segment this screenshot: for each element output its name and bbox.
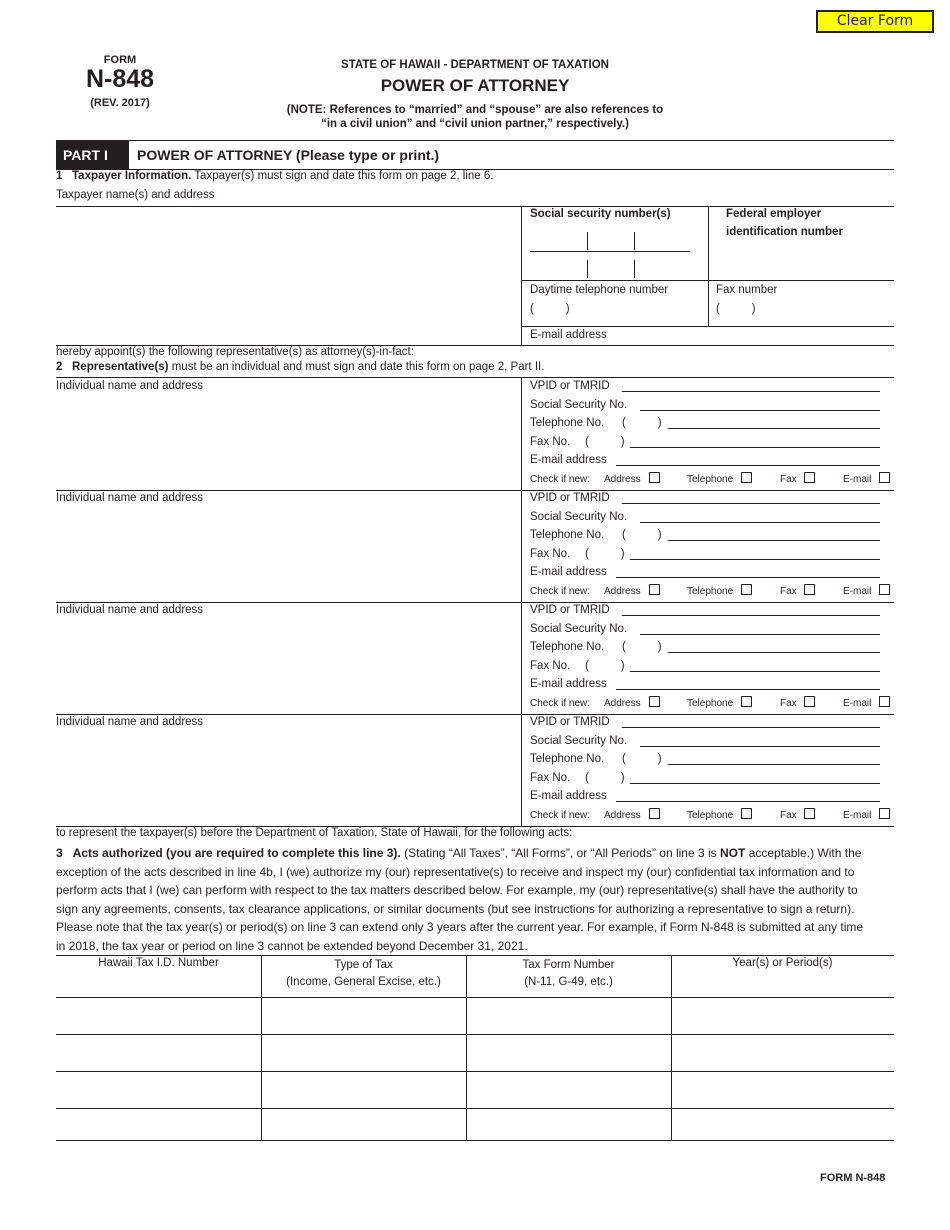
rep-opt-email-label: E-mail [843, 810, 872, 821]
line3-line-4: sign any agreements, consents, tax clearance applications, or similar documents (but see instructions for authorizing a representative to sign a return). [56, 901, 855, 916]
rep-2-name-address-field[interactable] [56, 508, 521, 600]
col-tax-id-header: Hawaii Tax I.D. Number [98, 957, 219, 969]
rep-ssn-label: Social Security No. [530, 511, 628, 523]
rep-4-email-field[interactable] [616, 801, 880, 802]
rep-1-ssn-field[interactable] [640, 410, 880, 411]
line2-heading: Representative(s) [72, 361, 169, 373]
fein-label-1: Federal employer [726, 208, 822, 220]
rep-1-telephone-field[interactable] [668, 428, 880, 429]
acts-row-4-type-of-tax-field[interactable] [263, 1110, 464, 1140]
daytime-phone-label: Daytime telephone number [530, 284, 669, 296]
rep-opt-telephone-label: Telephone [687, 698, 734, 709]
acts-row-1-tax-id-field[interactable] [58, 999, 259, 1033]
taxpayer-name-address-field[interactable] [56, 207, 521, 345]
acts-row-3-form-number-field[interactable] [468, 1073, 669, 1107]
col-type-of-tax-title: Type of Tax [334, 959, 393, 971]
rep-vpid-label: VPID or TMRID [530, 716, 610, 728]
col-type-of-tax-header [261, 957, 466, 991]
rep-ssn-label: Social Security No. [530, 623, 628, 635]
acts-row-3-type-of-tax-field[interactable] [263, 1073, 464, 1107]
rep-email-label: E-mail address [530, 454, 607, 466]
rep-3-address-checkbox[interactable] [649, 696, 660, 707]
rep-4-ssn-field[interactable] [640, 746, 880, 747]
rep-name-label: Individual name and address [56, 492, 204, 504]
rep-vpid-label: VPID or TMRID [530, 492, 610, 504]
line3-line-2: exception of the acts described in line 4b, I (we) authorize my (our) representative(s) to receive and inspect my (our) confidential tax information and to [56, 864, 855, 879]
fax-number-label: Fax number [716, 284, 778, 296]
rep-1-fax-field[interactable] [630, 447, 880, 448]
rep-fax-label: Fax No. [530, 660, 571, 672]
rep-fax-label: Fax No. [530, 436, 571, 448]
rep-2-telephone-field[interactable] [668, 540, 880, 541]
fein-label-2: identification number [726, 226, 843, 238]
rep-opt-telephone-label: Telephone [687, 810, 734, 821]
rep-email-label: E-mail address [530, 566, 607, 578]
rep-email-label: E-mail address [530, 790, 607, 802]
rep-telephone-paren: ( ) [622, 529, 662, 541]
part1-title: POWER OF ATTORNEY (Please type or print.) [137, 147, 440, 163]
rep-opt-address-label: Address [604, 698, 641, 709]
rep-4-fax-field[interactable] [630, 783, 880, 784]
agency-name: STATE OF HAWAII - DEPARTMENT OF TAXATION [341, 59, 609, 71]
appoint-text: hereby appoint(s) the following representative(s) as attorney(s)-in-fact: [56, 346, 414, 358]
rep-1-vpid-field[interactable] [622, 391, 880, 392]
line3-line-5: Please note that the tax year(s) or period(s) on line 3 can extend only 3 years after the current year. For example, if Form N-848 is submitted at any time [56, 920, 864, 935]
rep-vpid-label: VPID or TMRID [530, 380, 610, 392]
line2-text: must be an individual and must sign and date this form on page 2, Part II. [171, 361, 545, 373]
rep-fax-paren: ( ) [585, 436, 625, 448]
represent-text: to represent the taxpayer(s) before the Department of Taxation, State of Hawaii, for the following acts: [56, 827, 573, 839]
rep-4-vpid-field[interactable] [622, 727, 880, 728]
col-years-header: Year(s) or Period(s) [732, 957, 833, 969]
rep-opt-fax-label: Fax [780, 474, 797, 485]
rep-opt-address-label: Address [604, 474, 641, 485]
acts-row-2-form-number-field[interactable] [468, 1036, 669, 1070]
acts-row-4-form-number-field[interactable] [468, 1110, 669, 1140]
rep-4-name-address-field[interactable] [56, 732, 521, 824]
rep-1-name-address-field[interactable] [56, 396, 521, 488]
rep-ssn-label: Social Security No. [530, 735, 628, 747]
taxpayer-name-label: Taxpayer name(s) and address [56, 189, 215, 201]
col-form-number-example: (N-11, G-49, etc.) [524, 976, 613, 988]
rep-3-telephone-checkbox[interactable] [741, 696, 752, 707]
col-form-number-header [466, 957, 671, 991]
rep-check-label: Check if new: [530, 586, 591, 597]
rep-2-email-checkbox[interactable] [879, 584, 890, 595]
rep-1-telephone-checkbox[interactable] [741, 472, 752, 483]
rep-2-ssn-field[interactable] [640, 522, 880, 523]
rep-3-fax-field[interactable] [630, 671, 880, 672]
rep-opt-telephone-label: Telephone [687, 474, 734, 485]
rep-2-telephone-checkbox[interactable] [741, 584, 752, 595]
line1-instruction [56, 170, 493, 182]
acts-row-1-type-of-tax-field[interactable] [263, 999, 464, 1033]
acts-row-2-years-field[interactable] [673, 1036, 892, 1070]
acts-row-3-tax-id-field[interactable] [58, 1073, 259, 1107]
rep-1-email-field[interactable] [616, 465, 880, 466]
rep-3-name-address-field[interactable] [56, 620, 521, 712]
footer-form-number: FORM N-848 [820, 1172, 886, 1184]
line2-instruction [56, 361, 544, 373]
acts-row-2-type-of-tax-field[interactable] [263, 1036, 464, 1070]
line3-text-a: (Stating “All Taxes”, “All Forms”, or “All Periods” on line 3 is [404, 846, 717, 860]
ssn-field-2[interactable] [530, 258, 690, 278]
line3-number: 3 [56, 846, 63, 860]
acts-row-1-years-field[interactable] [673, 999, 892, 1033]
rep-check-label: Check if new: [530, 698, 591, 709]
rep-fax-label: Fax No. [530, 548, 571, 560]
taxpayer-email-label: E-mail address [530, 329, 607, 341]
rep-name-label: Individual name and address [56, 380, 204, 392]
col-type-of-tax-example: (Income, General Excise, etc.) [286, 976, 441, 988]
acts-row-2-tax-id-field[interactable] [58, 1036, 259, 1070]
civil-union-note-1: (NOTE: References to “married” and “spouse” are also references to [286, 104, 664, 116]
rep-3-email-field[interactable] [616, 689, 880, 690]
acts-row-4-years-field[interactable] [673, 1110, 892, 1140]
rep-opt-email-label: E-mail [843, 586, 872, 597]
rep-opt-fax-label: Fax [780, 698, 797, 709]
fein-field[interactable] [710, 232, 894, 278]
ssn-field-1[interactable] [530, 232, 690, 252]
rep-telephone-label: Telephone No. [530, 753, 605, 765]
rep-2-vpid-field[interactable] [622, 503, 880, 504]
line1-number: 1 [56, 170, 63, 182]
rep-vpid-label: VPID or TMRID [530, 604, 610, 616]
line3-line-6: in 2018, the tax year or period on line 3 cannot be extended beyond December 31, 2021. [56, 938, 528, 953]
line3-line-3: perform acts that I (we) can perform with respect to the tax matters described below. For example, my (our) representative(s) shall have the authority to [56, 883, 858, 898]
rep-telephone-label: Telephone No. [530, 641, 605, 653]
col-form-number-title: Tax Form Number [522, 959, 615, 971]
civil-union-note-2: “in a civil union” and “civil union partner,” respectively.) [321, 118, 629, 130]
daytime-phone-field[interactable]: ( ) [530, 303, 570, 315]
rep-3-email-checkbox[interactable] [879, 696, 890, 707]
form-number: N-848 [85, 65, 155, 93]
rep-2-fax-field[interactable] [630, 559, 880, 560]
rep-4-fax-checkbox[interactable] [804, 808, 815, 819]
rep-telephone-label: Telephone No. [530, 529, 605, 541]
rep-2-email-field[interactable] [616, 577, 880, 578]
rep-4-address-checkbox[interactable] [649, 808, 660, 819]
rep-telephone-paren: ( ) [622, 641, 662, 653]
rep-opt-telephone-label: Telephone [687, 586, 734, 597]
rep-opt-email-label: E-mail [843, 474, 872, 485]
rep-1-email-checkbox[interactable] [879, 472, 890, 483]
rep-name-label: Individual name and address [56, 604, 204, 616]
part1-label: PART I [56, 141, 129, 169]
rep-3-fax-checkbox[interactable] [804, 696, 815, 707]
rep-name-label: Individual name and address [56, 716, 204, 728]
rep-fax-paren: ( ) [585, 772, 625, 784]
ssn-label: Social security number(s) [530, 208, 671, 220]
rep-telephone-paren: ( ) [622, 753, 662, 765]
line3-heading: Acts authorized (you are required to complete this line 3). [72, 846, 401, 860]
acts-row-1-form-number-field[interactable] [468, 999, 669, 1033]
rep-check-label: Check if new: [530, 474, 591, 485]
line1-text: Taxpayer(s) must sign and date this form on page 2, line 6. [194, 170, 494, 182]
rep-4-telephone-checkbox[interactable] [741, 808, 752, 819]
rep-4-telephone-field[interactable] [668, 764, 880, 765]
rep-4-email-checkbox[interactable] [879, 808, 890, 819]
rep-3-vpid-field[interactable] [622, 615, 880, 616]
rep-check-label: Check if new: [530, 810, 591, 821]
form-title: POWER OF ATTORNEY [380, 76, 570, 95]
taxpayer-email-field[interactable] [616, 327, 894, 345]
line3-instruction [56, 844, 896, 956]
rep-email-label: E-mail address [530, 678, 607, 690]
rep-opt-address-label: Address [604, 586, 641, 597]
rep-1-fax-checkbox[interactable] [804, 472, 815, 483]
line3-not: NOT [720, 846, 746, 860]
line3-text-b: acceptable.) With the [748, 846, 862, 860]
acts-row-4-tax-id-field[interactable] [58, 1110, 259, 1140]
rep-2-address-checkbox[interactable] [649, 584, 660, 595]
rep-fax-paren: ( ) [585, 548, 625, 560]
rep-opt-email-label: E-mail [843, 698, 872, 709]
line1-heading: Taxpayer Information. [72, 170, 192, 182]
rep-opt-fax-label: Fax [780, 810, 797, 821]
rep-3-telephone-field[interactable] [668, 652, 880, 653]
clear-form-button[interactable]: Clear Form [816, 10, 934, 33]
rep-ssn-label: Social Security No. [530, 399, 628, 411]
line2-number: 2 [56, 361, 63, 373]
rep-3-ssn-field[interactable] [640, 634, 880, 635]
rep-opt-address-label: Address [604, 810, 641, 821]
acts-row-3-years-field[interactable] [673, 1073, 892, 1107]
rep-1-address-checkbox[interactable] [649, 472, 660, 483]
rep-fax-label: Fax No. [530, 772, 571, 784]
rep-telephone-label: Telephone No. [530, 417, 605, 429]
rep-2-fax-checkbox[interactable] [804, 584, 815, 595]
fax-number-field[interactable]: ( ) [716, 303, 756, 315]
rep-opt-fax-label: Fax [780, 586, 797, 597]
form-word: FORM [103, 54, 137, 66]
rep-fax-paren: ( ) [585, 660, 625, 672]
form-revision: (REV. 2017) [90, 97, 150, 109]
rep-telephone-paren: ( ) [622, 417, 662, 429]
